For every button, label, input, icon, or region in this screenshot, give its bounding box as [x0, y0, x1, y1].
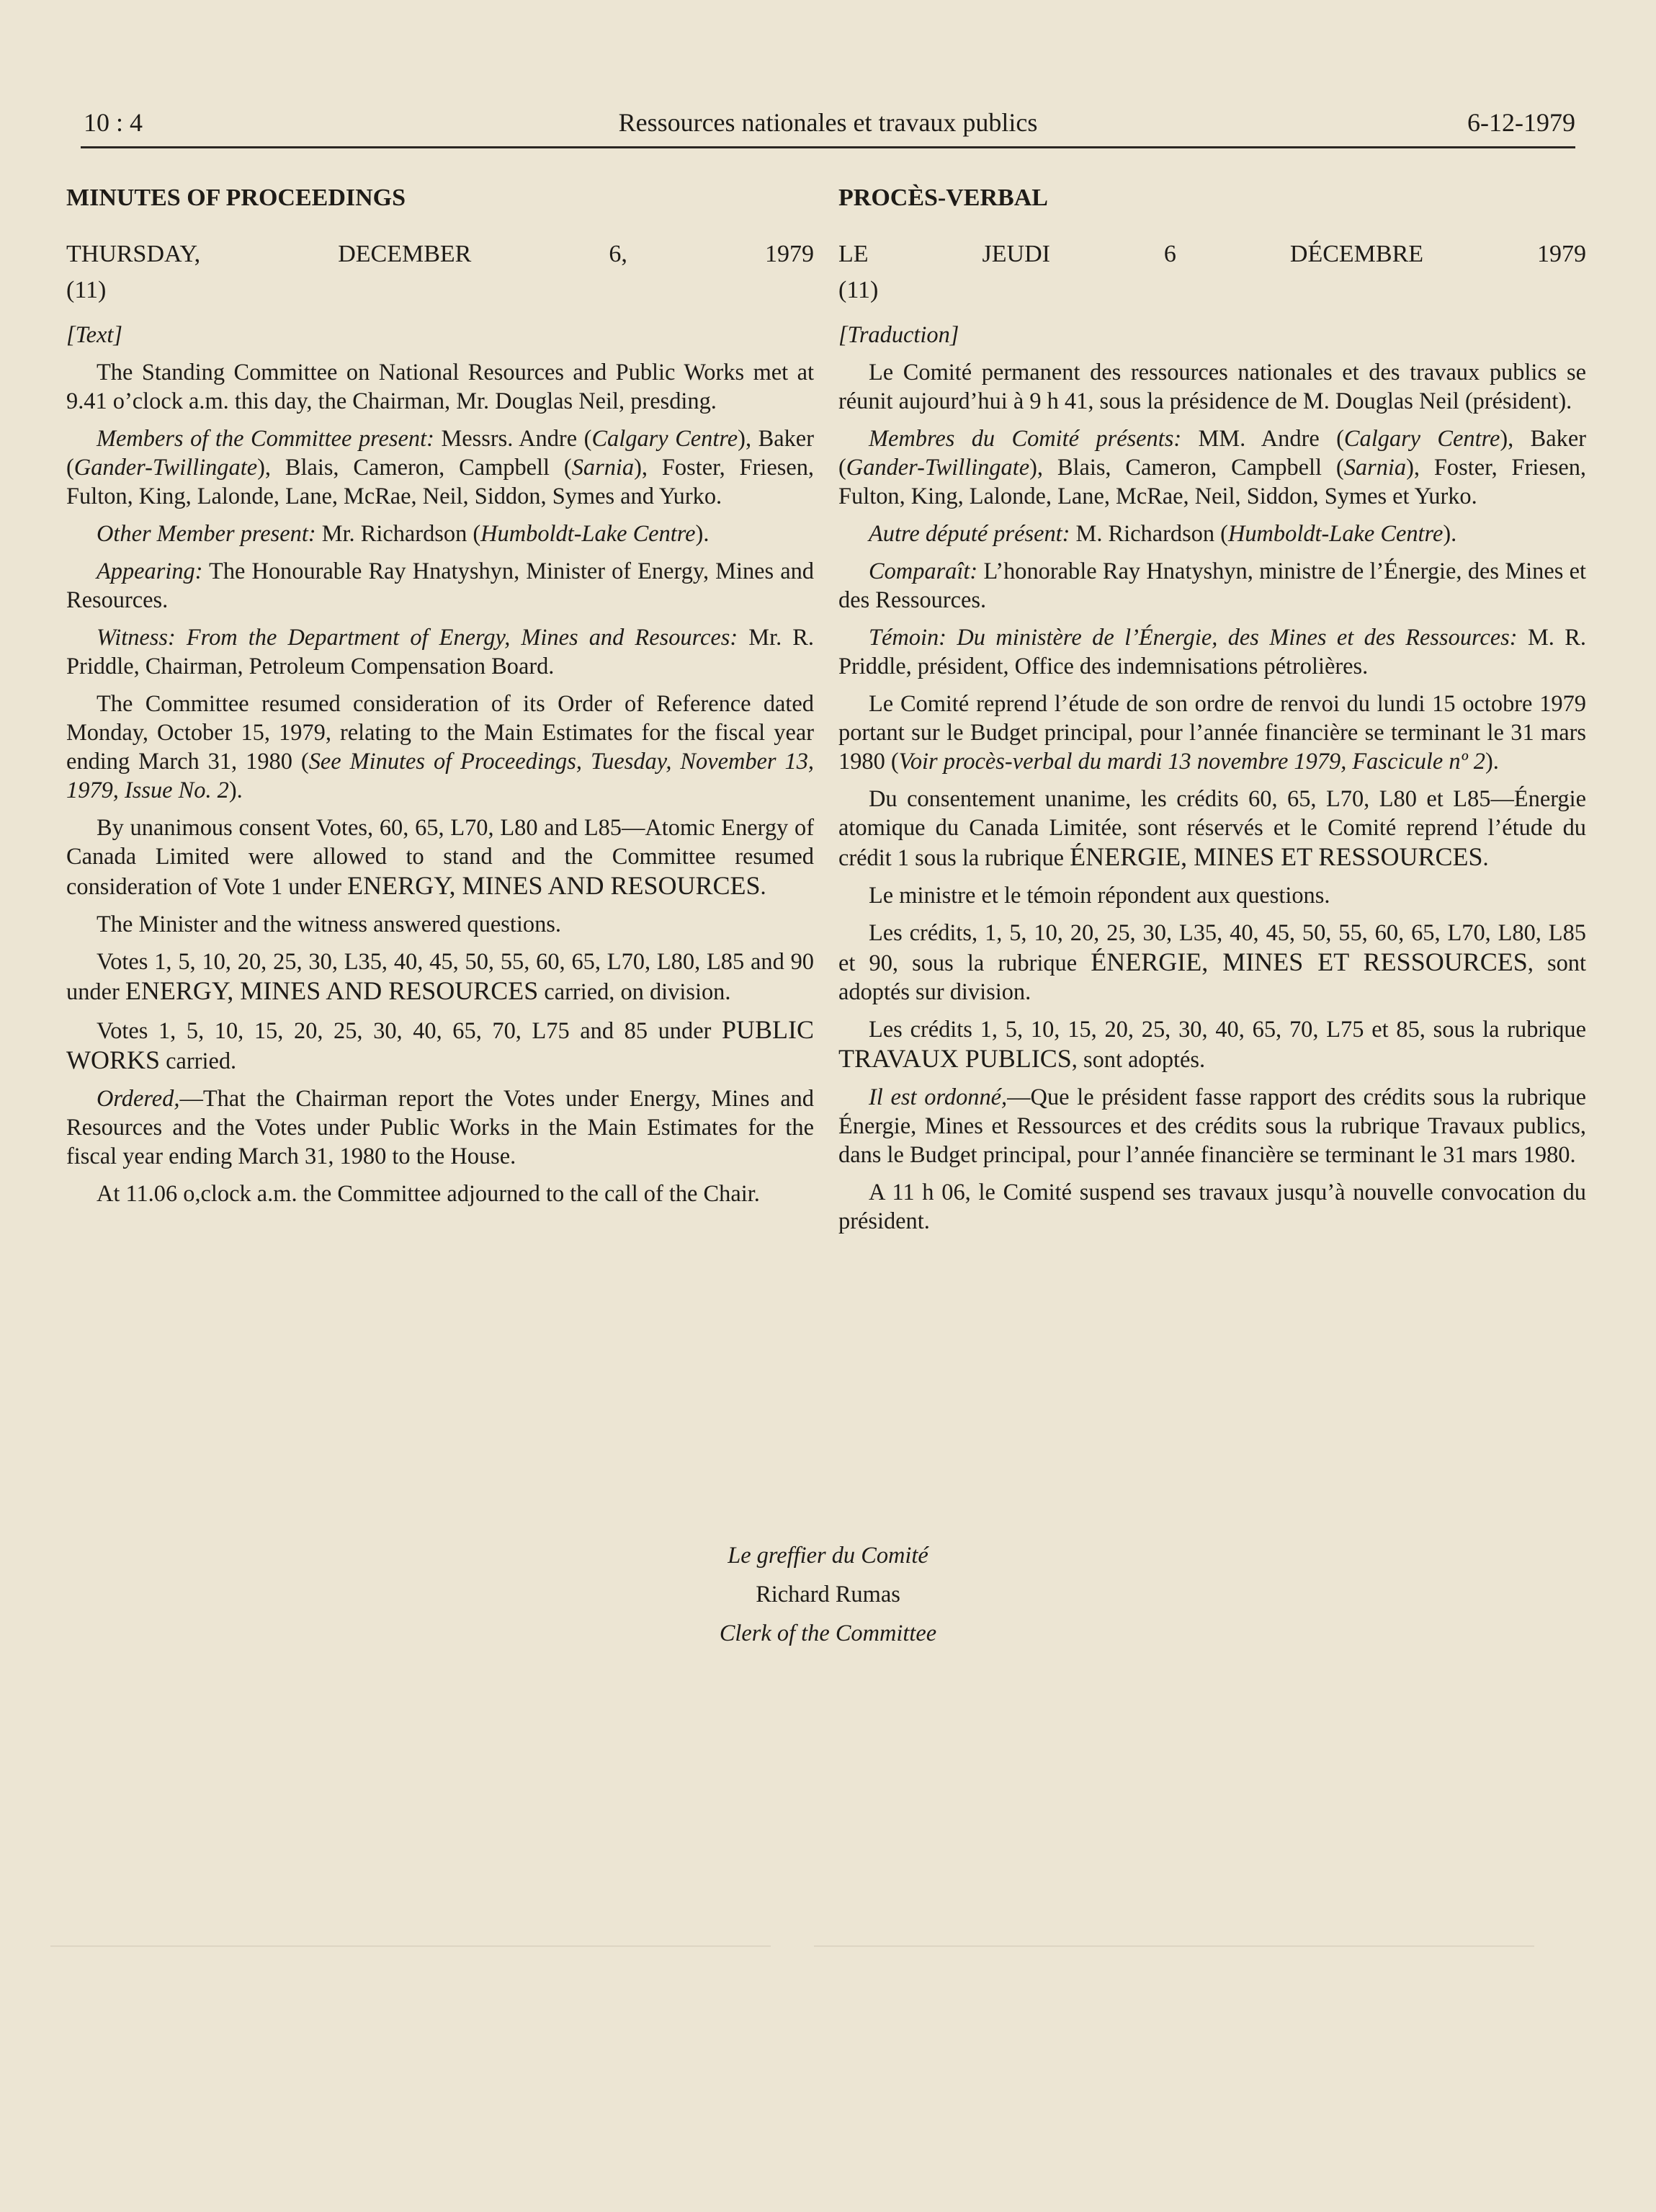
paragraph-members: Membres du Comité présents: MM. Andre (Calgary Centre), Baker (Gander-Twillingate), Blais, Cameron, Campbell (Sarnia), Foster, Friesen, Fulton, King, Lalonde, Lane, McRae, Neil, Siddon, Symes et Yurko. [838, 426, 1586, 509]
paragraph-votes-public-works: Les crédits 1, 5, 10, 15, 20, 25, 30, 40, 65, 70, L75 et 85, sous la rubrique TRAVAUX PUBLICS, sont adoptés. [838, 1017, 1586, 1073]
running-title: Ressources nationales et travaux publics [618, 108, 1038, 137]
paragraph-questions: Le ministre et le témoin répondent aux questions. [869, 883, 1330, 909]
paragraph-witness: Témoin: Du ministère de l’Énergie, des Mines et des Ressources: M. R. Priddle, président, Office des indemnisations pétrolières. [838, 625, 1586, 679]
meeting-number: (11) [838, 277, 879, 303]
paragraph-consent: Du consentement unanime, les crédits 60, 65, L70, L80 et L85—Énergie atomique du Canada Limitée, sont réservés et le Comité reprend l’étude du crédit 1 sous la rubrique ÉNERGIE, MINES ET RESSOURCES. [838, 786, 1586, 871]
clerk-name: Richard Rumas [756, 1582, 900, 1607]
section-heading: PROCÈS-VERBAL [838, 184, 1048, 211]
paragraph-ordered: Ordered,—That the Chairman report the Votes under Energy, Mines and Resources and the Votes under Public Works in the Main Estimates for the fiscal year ending March 31, 1980 to the House. [66, 1086, 814, 1169]
section-heading: MINUTES OF PROCEEDINGS [66, 184, 406, 211]
meeting-number: (11) [66, 277, 107, 303]
paragraph-opening: The Standing Committee on National Resources and Public Works met at 9.41 o’clock a.m. this day, the Chairman, Mr. Douglas Neil, presding. [66, 360, 814, 414]
meeting-date: THURSDAY, DECEMBER 6, 1979 [66, 241, 814, 267]
header-rule [81, 146, 1575, 148]
paragraph-reference: The Committee resumed consideration of its Order of Reference dated Monday, October 15, 1979, relating to the Main Estimates for the fiscal year ending March 31, 1980 (See Minutes of Proceedings, Tuesday, November 13, 1979, Issue No. 2). [66, 691, 815, 803]
showthrough-rule [814, 1945, 1534, 1947]
header-date: 6-12-1979 [1467, 108, 1575, 137]
french-column [838, 184, 1586, 1244]
english-column [66, 184, 814, 1217]
paragraph-votes-public-works: Votes 1, 5, 10, 15, 20, 25, 30, 40, 65, 70, L75 and 85 under PUBLIC WORKS carried. [66, 1015, 814, 1074]
paragraph-ordered: Il est ordonné,—Que le président fasse rapport des crédits sous la rubrique Énergie, Mines et Ressources et des crédits sous la rubrique Travaux publics, dans le Budget principal, pour l’année financière se terminant le 31 mars 1980. [838, 1084, 1586, 1168]
language-tag: [Text] [66, 322, 123, 348]
paragraph-appearing: Appearing: The Honourable Ray Hnatyshyn, Minister of Energy, Mines and Resources. [66, 558, 814, 613]
paragraph-votes-energy: Les crédits, 1, 5, 10, 20, 25, 30, L35, 40, 45, 50, 55, 60, 65, L70, L80, L85 et 90, sous la rubrique ÉNERGIE, MINES ET RESSOURCES, sont adoptés sur division. [838, 920, 1586, 1005]
paragraph-appearing: Comparaît: L’honorable Ray Hnatyshyn, ministre de l’Énergie, des Mines et des Ressources. [838, 558, 1586, 613]
paragraph-opening: Le Comité permanent des ressources nationales et des travaux publics se réunit aujourd’hui à 9 h 41, sous la présidence de M. Douglas Neil (président). [838, 360, 1586, 414]
clerk-title-en: Clerk of the Committee [719, 1620, 937, 1646]
signature-block [0, 1536, 1656, 1653]
paragraph-consent: By unanimous consent Votes, 60, 65, L70, L80 and L85—Atomic Energy of Canada Limited were allowed to stand and the Committee resumed consideration of Vote 1 under ENERGY, MINES AND RESOURCES. [66, 815, 814, 900]
paragraph-votes-energy: Votes 1, 5, 10, 20, 25, 30, L35, 40, 45, 50, 55, 60, 65, L70, L80, L85 and 90 under ENERGY, MINES AND RESOURCES carried, on division. [66, 949, 814, 1005]
paragraph-adjourned: A 11 h 06, le Comité suspend ses travaux jusqu’à nouvelle convocation du président. [838, 1179, 1586, 1234]
paragraph-questions: The Minister and the witness answered questions. [97, 911, 561, 937]
language-tag: [Traduction] [838, 322, 959, 348]
showthrough-rule [50, 1945, 771, 1947]
clerk-title-fr: Le greffier du Comité [728, 1543, 928, 1569]
paragraph-reference: Le Comité reprend l’étude de son ordre de renvoi du lundi 15 octobre 1979 portant sur le Budget principal, pour l’année financière se terminant le 31 mars 1980 (Voir procès-verbal du mardi 13 novembre 1979, Fascicule nº 2). [838, 691, 1586, 775]
paragraph-adjourned: At 11.06 o,clock a.m. the Committee adjourned to the call of the Chair. [97, 1181, 760, 1207]
paragraph-members: Members of the Committee present: Messrs. Andre (Calgary Centre), Baker (Gander-Twillingate), Blais, Cameron, Campbell (Sarnia), Foster, Friesen, Fulton, King, Lalonde, Lane, McRae, Neil, Siddon, Symes and Yurko. [66, 426, 814, 509]
paragraph-other-member: Autre député présent: M. Richardson (Humboldt-Lake Centre). [869, 521, 1457, 547]
meeting-date: LE JEUDI 6 DÉCEMBRE 1979 [838, 241, 1586, 267]
paragraph-other-member: Other Member present: Mr. Richardson (Humboldt-Lake Centre). [97, 521, 710, 547]
paragraph-witness: Witness: From the Department of Energy, Mines and Resources: Mr. R. Priddle, Chairman, Petroleum Compensation Board. [66, 625, 814, 679]
page-number: 10 : 4 [84, 108, 143, 137]
